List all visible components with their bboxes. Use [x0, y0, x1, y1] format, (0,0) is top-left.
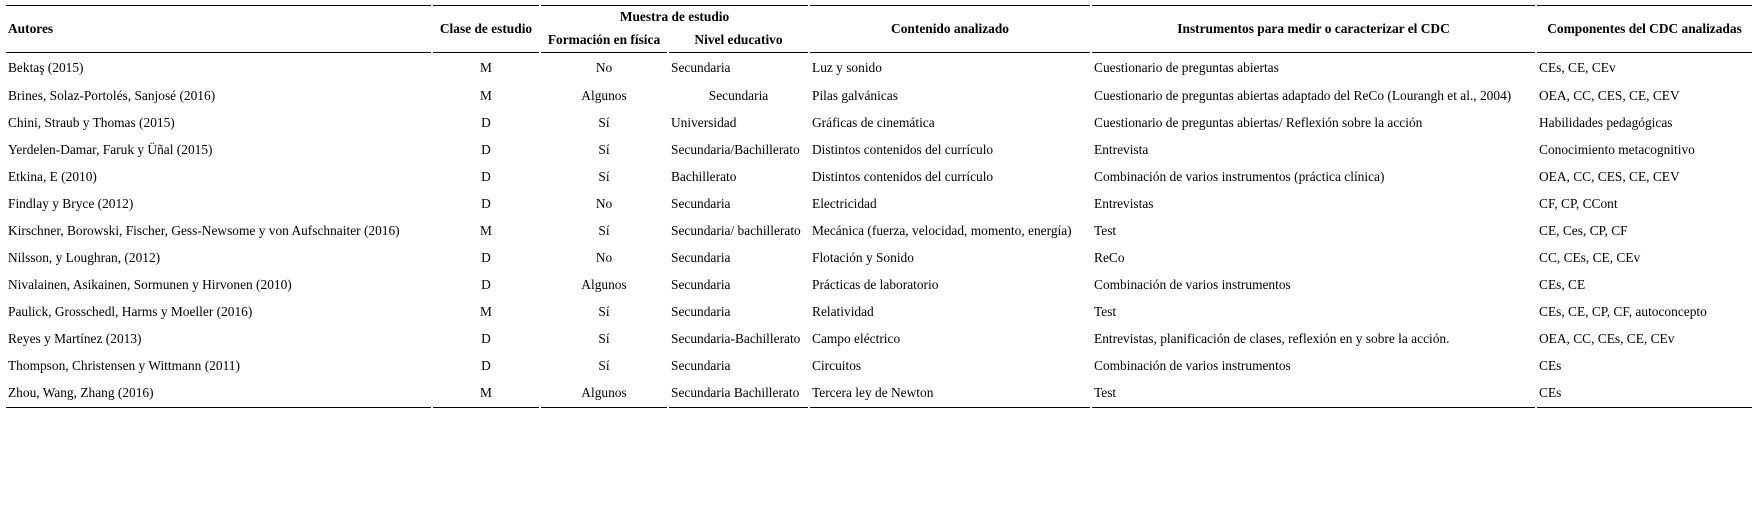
cell-formacion: No — [595, 59, 613, 75]
cell-autores: Bektaş (2015) — [8, 59, 84, 75]
cell-clase: M — [480, 88, 492, 104]
cell-formacion: Sí — [598, 358, 610, 374]
cell-contenido: Campo eléctrico — [812, 331, 901, 347]
header-contenido: Contenido analizado — [810, 5, 1090, 53]
cell-autores: Brines, Solaz-Portolés, Sanjosé (2016) — [8, 88, 216, 104]
cell-clase: D — [481, 331, 491, 347]
cell-componentes: CEs — [1539, 358, 1562, 374]
cell-nivel: Secundaria-Bachillerato — [671, 331, 801, 347]
table-header — [6, 5, 1752, 53]
cell-nivel: Secundaria — [671, 250, 731, 266]
table-row — [6, 137, 1752, 164]
cell-componentes: Habilidades pedagógicas — [1539, 115, 1673, 131]
cell-contenido: Pilas galvánicas — [812, 88, 898, 104]
cell-nivel: Secundaria — [671, 277, 731, 293]
cell-formacion: Sí — [598, 169, 610, 185]
table-row — [6, 326, 1752, 353]
cell-componentes: CE, Ces, CP, CF — [1539, 223, 1628, 239]
cell-formacion: Sí — [598, 115, 610, 131]
header-componentes: Componentes del CDC analizadas — [1537, 5, 1752, 53]
table-row — [6, 191, 1752, 218]
cell-autores: Etkina, E (2010) — [8, 169, 97, 185]
cell-formacion: Algunos — [541, 380, 667, 408]
cell-componentes: CEs, CE — [1539, 277, 1586, 293]
cell-componentes: CEs, CE, CEv — [1539, 59, 1616, 75]
cell-nivel: Secundaria — [671, 358, 731, 374]
cell-instrumentos: Test — [1094, 223, 1117, 239]
header-autores: Autores — [6, 5, 431, 53]
cell-instrumentos: Combinación de varios instrumentos (práctica clínica) — [1094, 169, 1385, 185]
cell-componentes: CEs, CE, CP, CF, autoconcepto — [1539, 304, 1707, 320]
cell-nivel: Secundaria/ bachillerato — [671, 223, 801, 239]
cell-autores: Yerdelen-Damar, Faruk y Üñal (2015) — [8, 142, 213, 158]
cell-formacion: Sí — [598, 304, 610, 320]
cell-clase: D — [481, 358, 491, 374]
table-row — [6, 83, 1752, 110]
studies-table — [4, 5, 1754, 408]
cell-componentes: CEs — [1537, 380, 1752, 408]
cell-formacion: Algunos — [581, 277, 627, 293]
table-body — [6, 53, 1752, 408]
cell-contenido: Gráficas de cinemática — [812, 115, 935, 131]
table-row — [6, 272, 1752, 299]
cell-autores: Nilsson, y Loughran, (2012) — [8, 250, 161, 266]
table-row — [6, 53, 1752, 83]
cell-autores: Findlay y Bryce (2012) — [8, 196, 134, 212]
cell-formacion: Algunos — [581, 88, 627, 104]
cell-instrumentos: Combinación de varios instrumentos — [1094, 358, 1291, 374]
header-muestra: Muestra de estudio — [541, 5, 808, 29]
table-row — [6, 245, 1752, 272]
cell-autores: Thompson, Christensen y Wittmann (2011) — [8, 358, 240, 374]
table-row — [6, 380, 1752, 408]
cell-instrumentos: Entrevistas, planificación de clases, reflexión en y sobre la acción. — [1094, 331, 1450, 347]
cell-nivel: Secundaria — [708, 88, 769, 104]
cell-nivel: Secundaria — [671, 304, 731, 320]
cell-contenido: Electricidad — [812, 196, 877, 212]
cell-instrumentos: Cuestionario de preguntas abiertas adaptado del ReCo (Lourangh et al., 2004) — [1094, 88, 1512, 104]
cell-autores: Zhou, Wang, Zhang (2016) — [6, 380, 431, 408]
studies-table-container — [4, 5, 1752, 408]
cell-instrumentos: Entrevista — [1094, 142, 1149, 158]
cell-contenido: Prácticas de laboratorio — [812, 277, 939, 293]
table-row — [6, 110, 1752, 137]
cell-nivel: Bachillerato — [671, 169, 737, 185]
cell-autores: Nivalainen, Asikainen, Sormunen y Hirvonen (2010) — [8, 277, 292, 293]
header-instrumentos: Instrumentos para medir o caracterizar el CDC — [1092, 5, 1535, 53]
cell-autores: Reyes y Martínez (2013) — [8, 331, 142, 347]
cell-formacion: Sí — [598, 331, 610, 347]
cell-contenido: Flotación y Sonido — [812, 250, 914, 266]
cell-instrumentos: Cuestionario de preguntas abiertas — [1094, 59, 1279, 75]
cell-nivel: Universidad — [671, 115, 737, 131]
cell-instrumentos: ReCo — [1094, 250, 1125, 266]
cell-clase: M — [480, 304, 492, 320]
cell-componentes: Conocimiento metacognitivo — [1539, 142, 1695, 158]
header-row-1 — [6, 5, 1752, 29]
cell-formacion: No — [595, 250, 613, 266]
cell-contenido: Luz y sonido — [812, 59, 882, 75]
cell-componentes: CF, CP, CCont — [1539, 196, 1618, 212]
header-formacion: Formación en física — [541, 29, 667, 53]
cell-instrumentos: Test — [1094, 304, 1117, 320]
cell-contenido: Distintos contenidos del currículo — [812, 142, 994, 158]
cell-componentes: CC, CEs, CE, CEv — [1539, 250, 1641, 266]
cell-componentes: OEA, CC, CEs, CE, CEv — [1539, 331, 1675, 347]
cell-clase: M — [480, 59, 492, 75]
cell-instrumentos: Test — [1092, 380, 1535, 408]
cell-clase: D — [481, 277, 491, 293]
cell-componentes: OEA, CC, CES, CE, CEV — [1539, 88, 1680, 104]
cell-contenido: Circuitos — [812, 358, 862, 374]
header-nivel: Nivel educativo — [669, 29, 808, 53]
table-row — [6, 299, 1752, 326]
cell-clase: D — [481, 115, 491, 131]
cell-clase: D — [481, 169, 491, 185]
cell-instrumentos: Entrevistas — [1094, 196, 1154, 212]
cell-nivel: Secundaria — [671, 59, 731, 75]
cell-clase: M — [433, 380, 539, 408]
cell-contenido: Tercera ley de Newton — [810, 380, 1090, 408]
table-row — [6, 164, 1752, 191]
cell-nivel: Secundaria — [671, 196, 731, 212]
cell-contenido: Distintos contenidos del currículo — [812, 169, 994, 185]
cell-clase: M — [480, 223, 492, 239]
table-row — [6, 353, 1752, 380]
cell-instrumentos: Cuestionario de preguntas abiertas/ Reflexión sobre la acción — [1094, 115, 1423, 131]
cell-formacion: Sí — [598, 223, 610, 239]
cell-componentes: OEA, CC, CES, CE, CEV — [1539, 169, 1680, 185]
cell-instrumentos: Combinación de varios instrumentos — [1094, 277, 1291, 293]
table-row — [6, 218, 1752, 245]
cell-autores: Paulick, Grosschedl, Harms y Moeller (2016) — [8, 304, 253, 320]
cell-contenido: Relatividad — [812, 304, 874, 320]
cell-formacion: No — [595, 196, 613, 212]
cell-clase: D — [481, 142, 491, 158]
cell-clase: D — [481, 196, 491, 212]
cell-nivel: Secundaria Bachillerato — [669, 380, 808, 408]
cell-autores: Chini, Straub y Thomas (2015) — [8, 115, 175, 131]
cell-autores: Kirschner, Borowski, Fischer, Gess-Newsome y von Aufschnaiter (2016) — [8, 223, 400, 239]
header-clase: Clase de estudio — [433, 5, 539, 53]
cell-formacion: Sí — [598, 142, 610, 158]
cell-clase: D — [481, 250, 491, 266]
cell-nivel: Secundaria/Bachillerato — [671, 142, 800, 158]
cell-contenido: Mecánica (fuerza, velocidad, momento, energía) — [812, 223, 1072, 239]
